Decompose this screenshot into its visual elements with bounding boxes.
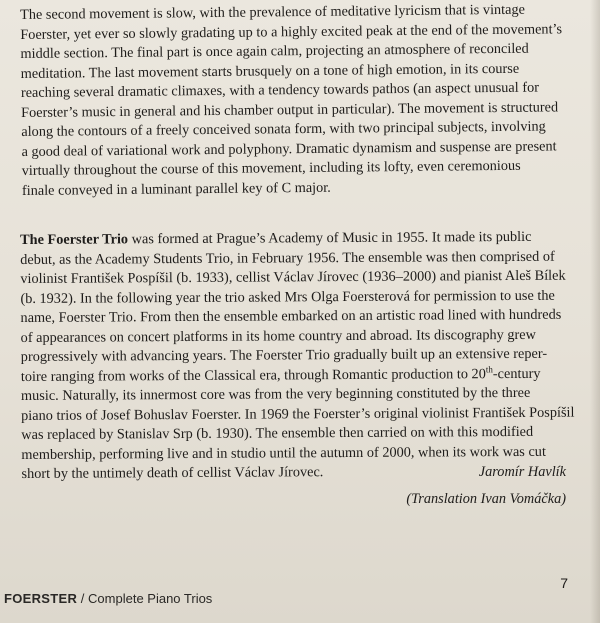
text-line: a good deal of variational work and polyphony. Dramatic dynamism and suspense are present	[21, 137, 557, 160]
ordinal-superscript: th	[485, 363, 493, 374]
text-line: The second movement is slow, with the prevalence of meditative lyricism that is vintage	[20, 1, 526, 23]
text-line: of appearances on concert platforms in its home country and abroad. Its discography grew	[20, 326, 537, 346]
text-line: Foerster’s music in general and his chamber output in particular). The movement is structured	[21, 98, 559, 121]
text-line: Foerster, yet ever so slowly gradating up to a highly excited peak at the end of the movement’s	[20, 20, 563, 43]
text-line: middle section. The final part is once again calm, projecting an atmosphere of reconciled	[20, 40, 529, 62]
footer-composer: FOERSTER	[4, 591, 78, 606]
author-signature: Jaromír Havlík	[478, 464, 566, 480]
text-fragment: toire ranging from works of the Classical era, through Romantic production to 20	[20, 365, 486, 385]
text-line: meditation. The last movement starts brusquely on a tone of high emotion, in its course	[20, 60, 520, 82]
text-line: piano trios of Josef Bohuslav Foerster. In 1969 the Foerster’s original violinist František Pospíšil	[21, 404, 575, 424]
translator-credit: (Translation Ivan Vomáčka)	[406, 491, 566, 507]
text-line: (b. 1932). In the following year the trio asked Mrs Olga Foersterová for permission to use the	[20, 287, 555, 307]
paragraph-foerster-trio	[20, 228, 575, 485]
ensemble-name: The Foerster Trio	[20, 231, 129, 248]
text-line: progressively with advancing years. The Foerster Trio gradually built up an extensive reper-	[20, 345, 548, 365]
text-line: violinist František Pospíšil (b. 1933), cellist Václav Jírovec (1936–2000) and pianist Aleš Bílek	[20, 267, 566, 287]
footer-separator: /	[77, 591, 89, 606]
text-line: debut, as the Academy Students Trio, in February 1956. The ensemble was then comprised of	[20, 248, 555, 268]
text-line: virtually throughout the course of this movement, including its lofty, even ceremonious	[21, 157, 521, 179]
page-number: 7	[560, 575, 568, 591]
text-line: reaching several dramatic climaxes, with a tendency towards pathos (an aspect unusual for	[20, 79, 540, 101]
text-line: name, Foerster Trio. From then the ensemble embarked on an artistic road lined with hundreds	[20, 306, 562, 326]
text-line: short by the untimely death of cellist Václav Jírovec.	[21, 464, 324, 482]
text-line	[20, 228, 568, 251]
text-line: membership, performing live and in studio until the autumn of 2000, when its work was cut	[21, 443, 546, 463]
text-fragment: -century	[492, 365, 541, 382]
footer-album-title: Complete Piano Trios	[88, 591, 213, 606]
text-line: music. Naturally, its innermost core was from the very beginning constituted by the three	[20, 384, 531, 404]
text-fragment: was formed at Prague’s Academy of Music in 1955. It made its public	[128, 228, 532, 248]
text-line: was replaced by Stanislav Srp (b. 1930). The ensemble then carried on with this modified	[21, 423, 534, 443]
paragraph-movements	[20, 0, 570, 201]
footer-title	[4, 591, 212, 606]
text-line: along the contours of a freely conceived sonata form, with two principal subjects, involving	[21, 118, 546, 140]
text-line: finale conveyed in a luminant parallel key of C major.	[21, 179, 331, 199]
